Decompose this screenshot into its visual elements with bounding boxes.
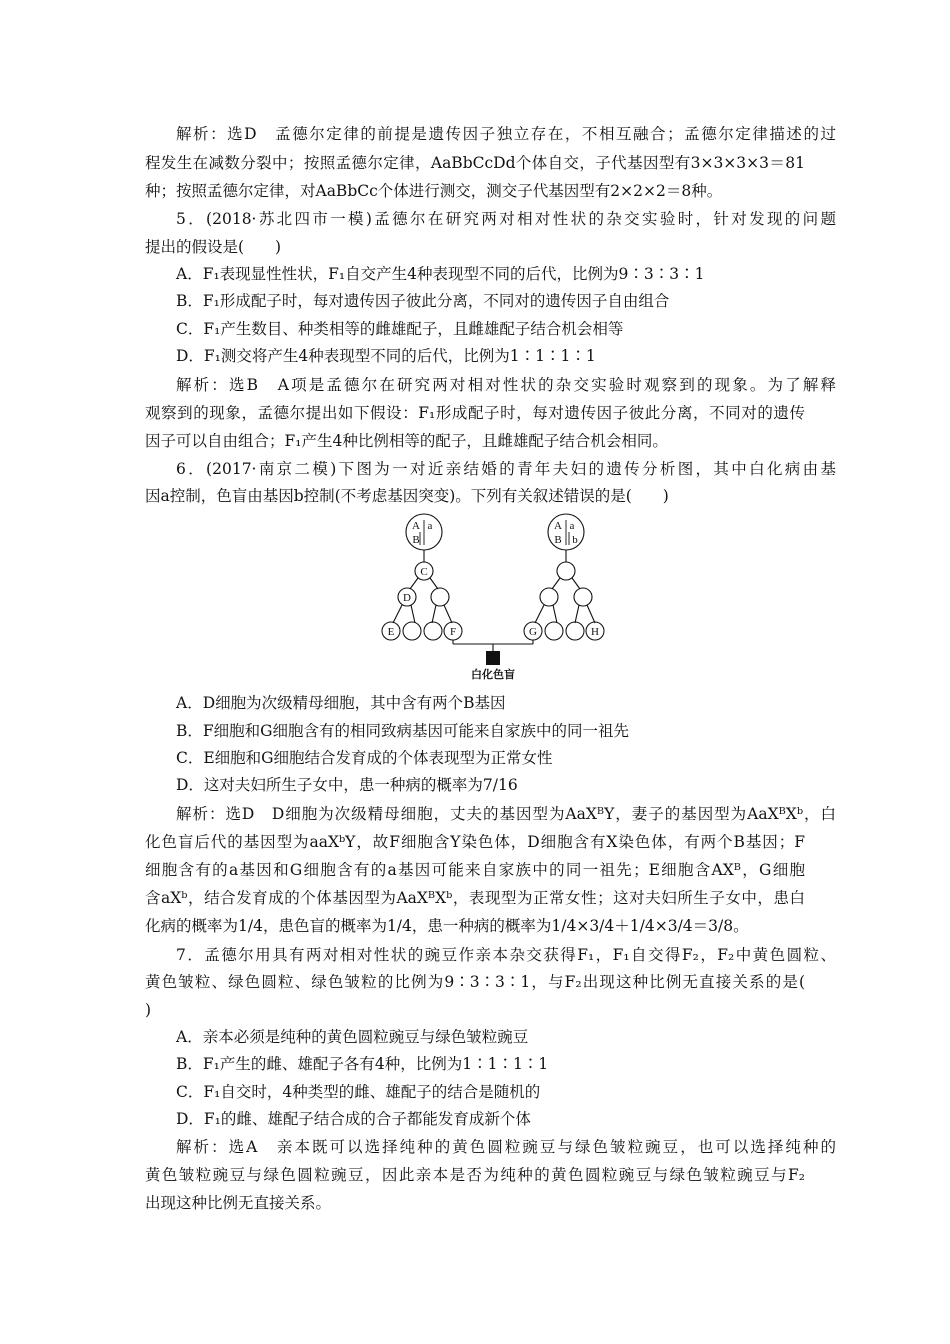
right-gamete-3 [566,622,584,640]
q6-answer-line-2: 化色盲后代的基因型为aaXᵇY，故F细胞含Y染色体，D细胞含有X染色体，有两个B基因；F [145,833,805,851]
q7-option-b: B．F₁产生的雌、雄配子各有4种，比例为1∶1∶1∶1 [176,1055,549,1073]
branch-c-right [430,578,438,589]
label-c: C [420,566,428,578]
q7-answer-line-1: 解析：选A 亲本既可以选择纯种的黄色圆粒豌豆与绿色皱粒豌豆，也可以选择纯种的 [176,1138,836,1156]
branch-d-e [393,605,402,623]
branch-r2-h [587,605,595,623]
branch-r1-2 [553,605,557,623]
right-gene-3: B [554,534,562,546]
branch-c-d [410,578,418,589]
q5-answer-line-1: 解析：选B A项是孟德尔在研究两对相对性状的杂交实验时观察到的现象。为了解释 [176,376,836,394]
q6-option-c: C．E细胞和G细胞结合发育成的个体表现型为正常女性 [176,749,553,767]
q5-option-c: C．F₁产生数目、种类相等的雌雄配子，且雌雄配子结合机会相等 [176,320,624,338]
q5-stem-line-1: 5．(2018·苏北四市一模)孟德尔在研究两对相对性状的杂交实验时，针对发现的问题 [176,210,836,228]
label-h: H [591,626,599,638]
q7-option-d: D．F₁的雌、雄配子结合成的合子都能发育成新个体 [176,1110,531,1128]
left-gamete-2 [403,622,421,640]
cell-left-secondary-2 [431,588,449,606]
q7-stem-line-3: ) [145,1001,152,1019]
q7-answer-line-3: 出现这种比例无直接关系。 [145,1194,332,1212]
q6-answer-line-4: 含aXᵇ，结合发育成的个体基因型为AaXᴮXᵇ，表现型为正常女性；这对夫妇所生子女中，患白 [145,889,805,907]
q5-stem-line-2: 提出的假设是( ) [145,238,282,256]
branch-r-right [572,578,580,589]
branch-d-2 [411,605,415,623]
branch-r2-3 [575,605,579,623]
right-secondary-2 [574,588,592,606]
q6-option-b: B．F细胞和G细胞含有的相同致病基因可能来自家族中的同一祖先 [176,722,630,740]
left-gene-1: A [412,520,420,532]
q7-option-a: A．亲本必须是纯种的黄色圆粒豌豆与绿色皱粒豌豆 [176,1028,529,1046]
branch-r1-g [535,605,544,623]
right-primary-cell [557,562,575,580]
right-secondary-1 [540,588,558,606]
q5-answer-line-3: 因子可以自由组合；F₁产生4种比例相等的配子，且雌雄配子结合机会相同。 [145,432,668,450]
child-label: 白化色盲 [471,669,515,680]
q6-answer-line-5: 化病的概率为1/4，患色盲的概率为1/4，患一种病的概率为1/4×3/4＋1/4×3/4＝3/8。 [145,917,749,935]
affected-son-square [486,651,500,665]
branch-s2-f [444,605,452,623]
left-gamete-3 [424,622,442,640]
q7-answer-line-2: 黄色皱粒豌豆与绿色圆粒豌豆，因此亲本是否为纯种的黄色圆粒豌豆与绿色皱粒豌豆与F₂ [145,1166,805,1184]
branch-s2-3 [432,605,436,623]
q6-stem-line-2: 因a控制，色盲由基因b控制(不考虑基因突变)。下列有关叙述错误的是( ) [145,487,669,505]
q7-option-c: C．F₁自交时，4种类型的雌、雄配子的结合是随机的 [176,1083,541,1101]
right-gene-1: A [554,520,562,532]
q4-answer-line-1: 解析：选D 孟德尔定律的前提是遗传因子独立存在，不相互融合；孟德尔定律描述的过 [176,125,836,143]
q5-option-b: B．F₁形成配子时，每对遗传因子彼此分离，不同对的遗传因子自由组合 [176,292,670,310]
right-gene-2: a [569,520,575,532]
label-f: F [449,626,457,638]
q4-answer-line-2: 程发生在减数分裂中；按照孟德尔定律，AaBbCcDd个体自交，子代基因型有3×3×3×3＝81 [145,154,805,172]
q6-option-d: D．这对夫妇所生子女中，患一种病的概率为7/16 [176,776,518,794]
right-gene-4: b [572,534,578,546]
q5-option-a: A．F₁表现显性性状，F₁自交产生4种表现型不同的后代，比例为9∶3∶3∶1 [176,265,705,283]
q4-answer-line-3: 种；按照孟德尔定律，对AaBbCc个体进行测交，测交子代基因型有2×2×2＝8种。 [145,182,723,200]
q5-answer-line-2: 观察到的现象，孟德尔提出如下假设：F₁形成配子时，每对遗传因子彼此分离，不同对的遗传 [145,404,805,422]
q6-answer-line-1: 解析：选D D细胞为次级精母细胞，丈夫的基因型为AaXᴮY，妻子的基因型为AaXᴮXᵇ，白 [176,805,836,823]
label-g: G [529,626,537,638]
genetic-analysis-diagram [375,512,615,680]
q7-stem-line-2: 黄色皱粒、绿色圆粒、绿色皱粒的比例为9∶3∶3∶1，与F₂出现这种比例无直接关系的是( [145,973,805,991]
q7-stem-line-1: 7．孟德尔用具有两对相对性状的豌豆作亲本杂交获得F₁，F₁自交得F₂，F₂中黄色圆粒、 [176,946,836,964]
q5-option-d: D．F₁测交将产生4种表现型不同的后代，比例为1∶1∶1∶1 [176,347,596,365]
branch-r-left [552,578,560,589]
q6-stem-line-1: 6．(2017·南京二模)下图为一对近亲结婚的青年夫妇的遗传分析图，其中白化病由基 [176,460,836,478]
label-e: E [387,626,395,638]
left-gene-2: a [427,520,433,532]
left-gene-3: B [412,534,420,546]
label-d: D [403,592,411,604]
right-gamete-2 [545,622,563,640]
q6-option-a: A．D细胞为次级精母细胞，其中含有两个B基因 [176,694,506,712]
q6-answer-line-3: 细胞含有的a基因和G细胞含有的a基因可能来自家族中的同一祖先；E细胞含AXᴮ，G细胞 [145,861,805,879]
